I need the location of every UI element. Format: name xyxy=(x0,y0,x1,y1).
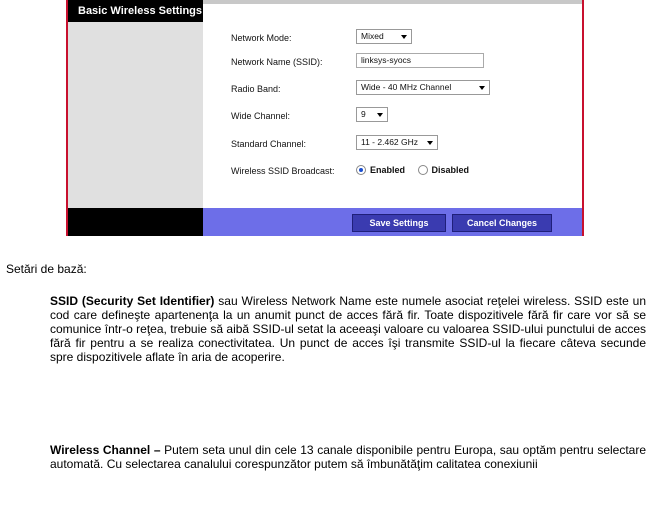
enabled-radio[interactable] xyxy=(356,165,366,175)
form-top-strip xyxy=(203,0,582,4)
ssid-term: SSID (Security Set Identifier) xyxy=(50,294,215,308)
save-settings-button[interactable]: Save Settings xyxy=(352,214,446,232)
section-title: Basic Wireless Settings xyxy=(68,0,203,22)
radio-band-select[interactable] xyxy=(356,80,490,95)
wide-channel-label: Wide Channel: xyxy=(231,111,291,121)
disabled-label: Disabled xyxy=(431,164,470,175)
chevron-down-icon xyxy=(427,141,433,145)
ssid-value: linksys-syocs xyxy=(356,53,484,68)
sidebar-footer xyxy=(68,208,203,236)
ssid-broadcast-options xyxy=(356,164,479,175)
channel-paragraph xyxy=(50,443,646,471)
ssid-broadcast-label: Wireless SSID Broadcast: xyxy=(231,166,335,176)
standard-channel-label: Standard Channel: xyxy=(231,139,307,149)
chevron-down-icon xyxy=(479,86,485,90)
ssid-description: sau Wireless Network Name este numele asociat reţelei wireless. SSID este un cod care defineşte apartenenţa la un anumit punct de acces fără fir. Toate dispozitivele fără fir care vor să se comunice într-o reţea, trebuie să aibă SSID-ul setat la aceeaşi valoare cu valoarea SSID-ului punctului de acces fără fir pentru a se realiza conectivitatea. Un punct de acces îşi transmite SSID-ul la fiecare câteva secunde spre dispozitivele aflate în aria de acoperire. xyxy=(50,294,647,364)
ssid-paragraph xyxy=(50,294,646,364)
document-heading: Setări de bază: xyxy=(6,262,87,276)
settings-form xyxy=(203,0,582,236)
ssid-input[interactable] xyxy=(356,53,484,68)
network-mode-value: Mixed xyxy=(361,31,384,41)
network-mode-select[interactable] xyxy=(356,29,412,44)
standard-channel-value: 11 - 2.462 GHz xyxy=(361,137,419,147)
router-settings-panel xyxy=(66,0,584,236)
disabled-radio[interactable] xyxy=(418,165,428,175)
chevron-down-icon xyxy=(401,35,407,39)
enabled-label: Enabled xyxy=(370,164,406,175)
channel-term: Wireless Channel – xyxy=(50,443,161,457)
network-mode-label: Network Mode: xyxy=(231,33,292,43)
wide-channel-select[interactable] xyxy=(356,107,388,122)
ssid-label: Network Name (SSID): xyxy=(231,57,323,67)
channel-description: Putem seta unul din cele 13 canale disponibile pentru Europa, sau optăm pentru selectare automată. Cu selectarea canalului corespunzător putem să îmbunătăţim calitatea conexiunii xyxy=(50,443,647,471)
button-bar xyxy=(203,208,582,236)
standard-channel-select[interactable] xyxy=(356,135,438,150)
chevron-down-icon xyxy=(377,113,383,117)
radio-band-label: Radio Band: xyxy=(231,84,281,94)
cancel-changes-button[interactable]: Cancel Changes xyxy=(452,214,552,232)
radio-band-value: Wide - 40 MHz Channel xyxy=(361,82,452,92)
wide-channel-value: 9 xyxy=(361,109,366,119)
settings-sidebar xyxy=(68,0,203,236)
